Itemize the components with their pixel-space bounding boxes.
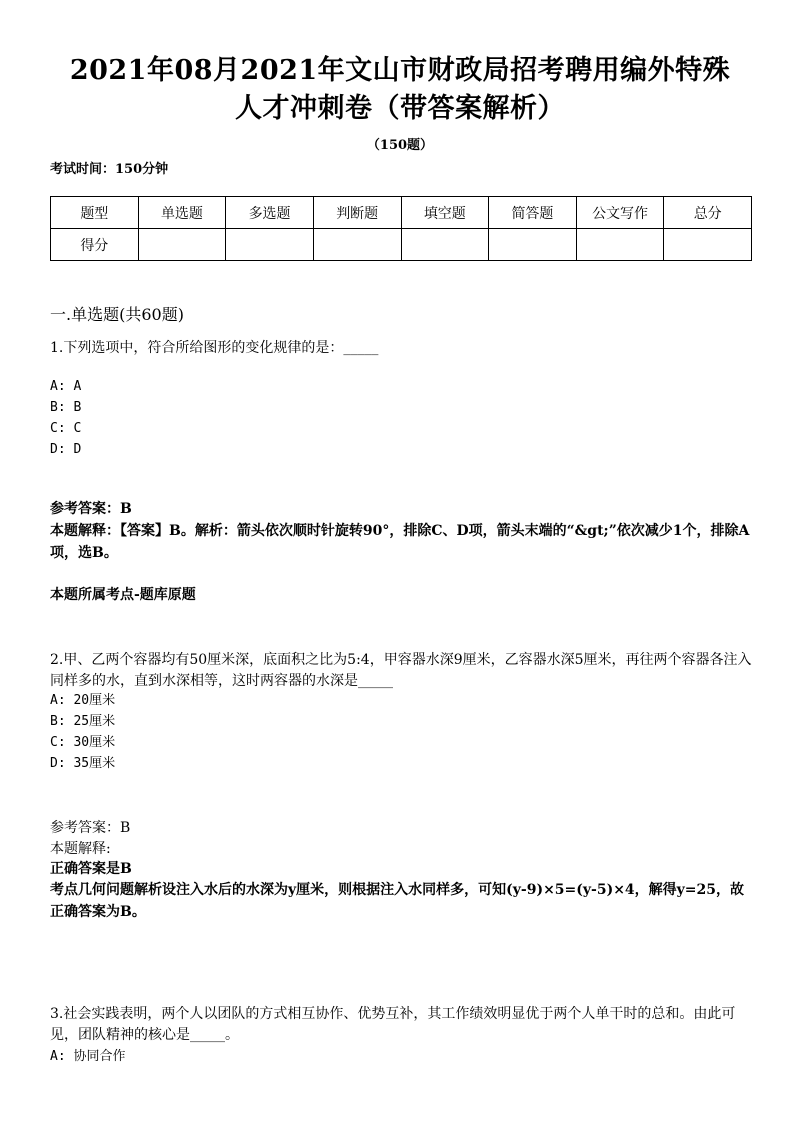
question-1-option-a: A: A <box>50 379 82 394</box>
score-cell <box>313 229 401 261</box>
title-line-2: 人才冲刺卷（带答案解析） <box>235 93 565 124</box>
header-cell: 总分 <box>664 197 752 229</box>
question-2-option-c: C: 30厘米 <box>50 735 116 750</box>
question-2-answer: 参考答案：B <box>50 820 131 836</box>
row-label-cell: 得分 <box>51 229 139 261</box>
question-1-explanation: 本题解释：【答案】B。解析：箭头依次顺时针旋转90°，排除C、D项，箭头末端的“&gt;”依次减少1个，排除A项，选B。 <box>50 523 750 561</box>
question-1-answer: 参考答案：B <box>50 501 132 517</box>
score-cell <box>138 229 226 261</box>
question-1-stem: 1.下列选项中，符合所给图形的变化规律的是：_____ <box>50 340 379 356</box>
header-cell: 简答题 <box>489 197 577 229</box>
score-table <box>50 196 752 261</box>
question-1-option-d: D: D <box>50 442 82 457</box>
question-3-stem: 3.社会实践表明，两个人以团队的方式相互协作、优势互补，其工作绩效明显优于两个人单干时的总和。由此可见，团队精神的核心是_____。 <box>50 1006 736 1043</box>
exam-time: 考试时间：150分钟 <box>50 162 169 177</box>
question-2-explanation-label: 本题解释: <box>50 841 111 857</box>
header-cell: 题型 <box>51 197 139 229</box>
question-1-point: 本题所属考点-题库原题 <box>50 587 196 603</box>
question-2-analysis: 考点几何问题解析设注入水后的水深为y厘米，则根据注入水同样多，可知(y-9)×5=(y-5)×4，解得y=25，故正确答案为B。 <box>50 882 745 920</box>
question-1-option-b: B: B <box>50 400 82 415</box>
question-1-option-c: C: C <box>50 421 82 436</box>
score-cell <box>576 229 664 261</box>
document-title <box>40 52 760 128</box>
question-count: （150题） <box>366 138 434 153</box>
header-cell: 填空题 <box>401 197 489 229</box>
header-cell: 公文写作 <box>576 197 664 229</box>
question-2-correct: 正确答案是B <box>50 861 132 877</box>
score-cell <box>489 229 577 261</box>
header-cell: 判断题 <box>313 197 401 229</box>
question-2-option-a: A: 20厘米 <box>50 693 116 708</box>
header-cell: 多选题 <box>226 197 314 229</box>
question-3-option-a: A: 协同合作 <box>50 1049 126 1064</box>
question-2-option-d: D: 35厘米 <box>50 756 116 771</box>
title-line-1: 2021年08月2021年文山市财政局招考聘用编外特殊 <box>69 55 731 86</box>
score-cell <box>401 229 489 261</box>
section-title: 一.单选题(共60题) <box>50 305 184 324</box>
score-table-header-row <box>51 197 752 229</box>
question-2-option-b: B: 25厘米 <box>50 714 116 729</box>
score-cell <box>664 229 752 261</box>
header-cell: 单选题 <box>138 197 226 229</box>
score-cell <box>226 229 314 261</box>
score-table-score-row <box>51 229 752 261</box>
question-2-stem: 2.甲、乙两个容器均有50厘米深，底面积之比为5:4，甲容器水深9厘米，乙容器水深5厘米，再往两个容器各注入同样多的水，直到水深相等，这时两容器的水深是_____ <box>50 652 752 689</box>
